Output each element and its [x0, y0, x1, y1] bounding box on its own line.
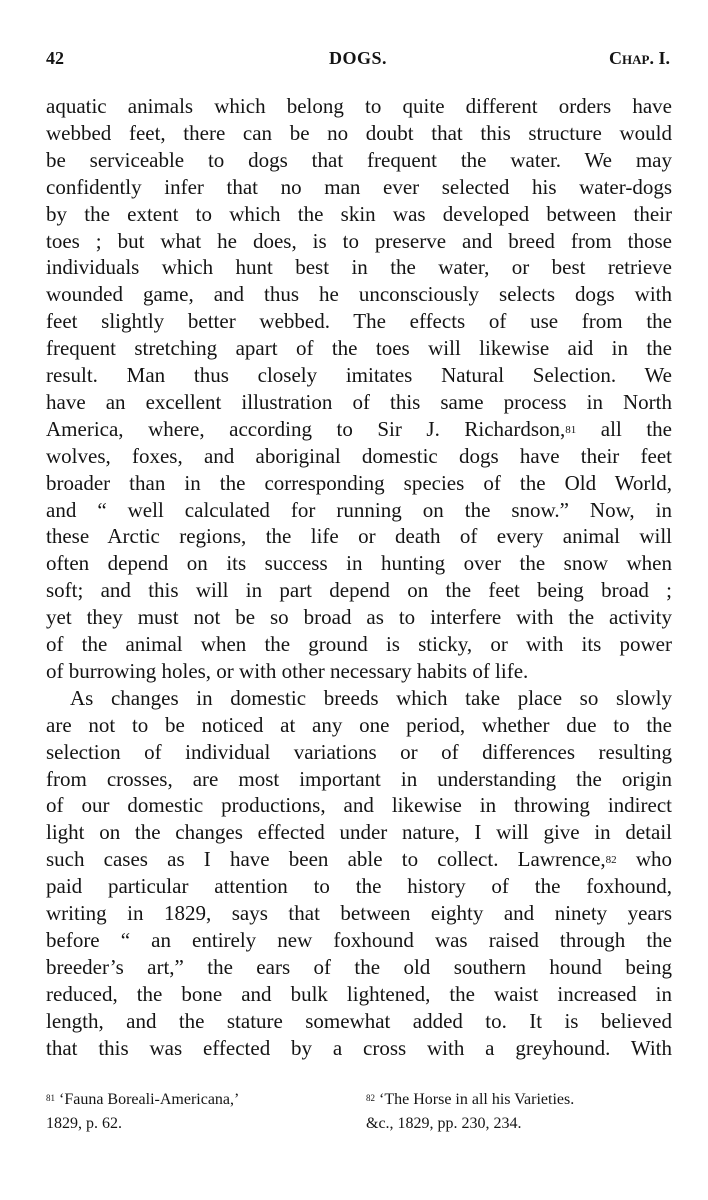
line-text: soft; and this will in part depend on the feet being broad ; [46, 578, 672, 603]
text-line [70, 684, 672, 712]
text-line [46, 899, 672, 927]
text-line [46, 280, 672, 308]
line-text: wolves, foxes, and aboriginal domestic dogs have their feet [46, 443, 672, 468]
line-text: America, where, according to Sir J. Richardson, [46, 416, 566, 441]
line-text: of burrowing holes, or with other necessary habits of life. [46, 658, 529, 683]
line-text: individuals which hunt best in the water, or best retrieve [46, 255, 672, 280]
line-text: often depend on its success in hunting over the snow when [46, 551, 672, 576]
line-text: selection of individual variations or of differences resulting [46, 739, 672, 764]
text-line [46, 442, 672, 470]
line-text: length, and the stature somewhat added to. It is believed [46, 1008, 672, 1033]
line-text: yet they must not be so broad as to interfere with the activity [46, 605, 672, 630]
text-line [46, 227, 672, 255]
line-text: such cases as I have been able to collect. Lawrence, [46, 847, 606, 872]
line-text: wounded game, and thus he unconsciously selects dogs with [46, 282, 672, 307]
line-text: these Arctic regions, the life or death of every animal will [46, 524, 672, 549]
line-text: aquatic animals which belong to quite different orders have [46, 94, 672, 118]
text-line [46, 791, 672, 819]
footnote-detail: 1829, p. 62. [46, 1115, 122, 1132]
footnote-82 [366, 1088, 574, 1136]
text-line [46, 1007, 672, 1035]
line-text: of the animal when the ground is sticky, or with its power [46, 632, 672, 656]
line-text: from crosses, are most important in understanding the origin [46, 766, 672, 791]
footnote-citation: ‘The Horse in all his Varieties. [375, 1091, 575, 1108]
line-text: frequent stretching apart of the toes will likewise aid in the [46, 336, 672, 361]
footnote-detail: &c., 1829, pp. 230, 234. [366, 1115, 522, 1132]
text-line [46, 92, 672, 120]
text-line [46, 630, 672, 658]
line-text: who [616, 847, 672, 872]
text-line [46, 765, 672, 793]
text-line [46, 603, 672, 631]
text-line [46, 711, 672, 739]
text-line [46, 845, 672, 873]
line-text: before “ an entirely new foxhound was raised through the [46, 927, 672, 952]
text-line [46, 549, 672, 577]
text-line [46, 307, 672, 335]
text-line [46, 872, 672, 900]
text-line [46, 200, 672, 228]
text-line [46, 926, 672, 954]
text-line [46, 496, 672, 524]
line-text: that this was effected by a cross with a greyhound. With [46, 1035, 672, 1060]
line-text: webbed feet, there can be no doubt that this structure would [46, 120, 672, 145]
line-text: As changes in domestic breeds which take place so slowly [70, 685, 672, 710]
text-line [46, 980, 672, 1008]
text-line [46, 146, 672, 174]
footnote-81 [46, 1088, 239, 1136]
line-text: broader than in the corresponding species of the Old World, [46, 470, 672, 495]
line-text: confidently infer that no man ever selected his water-dogs [46, 174, 672, 199]
line-text: reduced, the bone and bulk lightened, the waist increased in [46, 981, 672, 1006]
text-line [46, 1034, 672, 1062]
text-line [46, 119, 672, 147]
line-text: paid particular attention to the history of the foxhound, [46, 874, 672, 899]
text-line [46, 818, 672, 846]
footnote-citation: ‘Fauna Boreali-Americana,’ [55, 1091, 240, 1108]
text-line [46, 173, 672, 201]
line-text: have an excellent illustration of this same process in North [46, 389, 672, 414]
text-line [46, 388, 672, 416]
line-text: of our domestic productions, and likewise in throwing indirect [46, 793, 672, 818]
text-line [46, 576, 672, 604]
text-line [46, 334, 672, 362]
text-line [46, 522, 672, 550]
text-line [46, 738, 672, 766]
text-line [46, 953, 672, 981]
line-text: by the extent to which the skin was developed between their [46, 201, 672, 226]
line-text: all the [576, 416, 672, 441]
line-text: are not to be noticed at any one period, whether due to the [46, 712, 672, 737]
line-text: and “ well calculated for running on the snow.” Now, in [46, 497, 672, 522]
line-text: result. Man thus closely imitates Natural Selection. We [46, 363, 672, 387]
text-line [46, 469, 672, 497]
footnote-mark: 81 [46, 1093, 55, 1103]
running-title: DOGS. [328, 48, 387, 68]
line-text: toes ; but what he does, is to preserve and breed from those [46, 228, 672, 253]
chapter-label: Chap. I. [609, 48, 670, 68]
footnote-mark: 82 [366, 1093, 375, 1103]
page-number: 42 [46, 48, 64, 68]
footnotes [46, 1088, 672, 1144]
running-header [46, 48, 670, 74]
text-line [46, 361, 672, 389]
text-line [46, 657, 672, 685]
line-text: breeder’s art,” the ears of the old southern hound being [46, 954, 672, 979]
footnote-reference: 82 [605, 854, 617, 867]
text-line [46, 253, 672, 281]
line-text: writing in 1829, says that between eighty and ninety years [46, 901, 672, 925]
line-text: light on the changes effected under nature, I will give in detail [46, 820, 672, 845]
footnote-reference: 81 [565, 423, 577, 436]
line-text: be serviceable to dogs that frequent the water. We may [46, 147, 672, 172]
line-text: feet slightly better webbed. The effects of use from the [46, 309, 672, 334]
text-line [46, 415, 672, 443]
